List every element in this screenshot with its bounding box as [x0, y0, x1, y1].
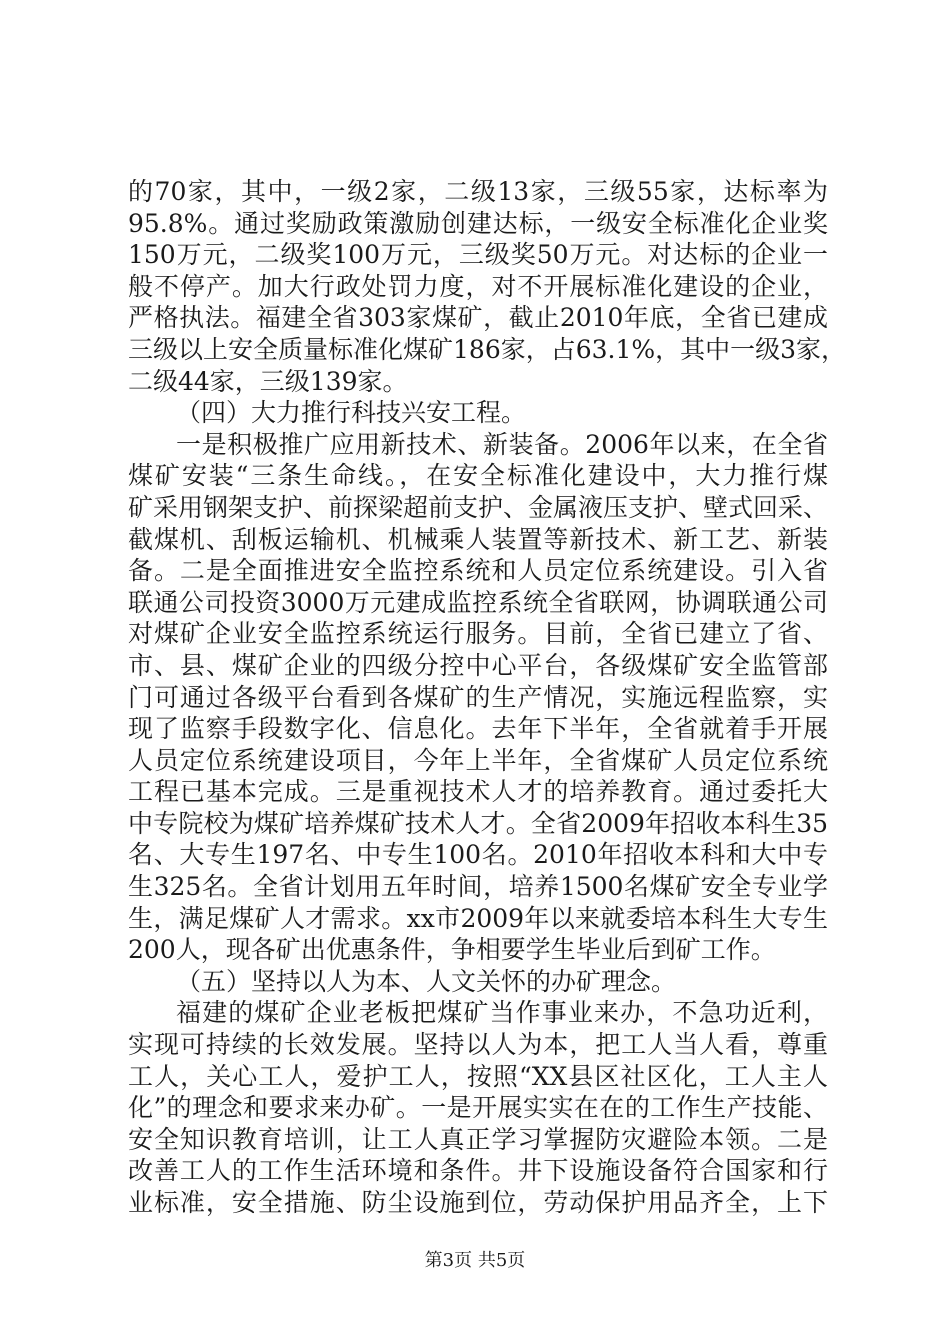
text-line: 150万元，二级奖100万元，三级奖50万元。对达标的企业一	[128, 240, 828, 270]
text-line: 市、县、煤矿企业的四级分控中心平台，各级煤矿安全监管部	[128, 650, 828, 680]
text-line: 现了监察手段数字化、信息化。去年下半年，全省就着手开展	[128, 714, 828, 744]
text-line: 一是积极推广应用新技术、新装备。2006年以来，在全省	[176, 429, 828, 459]
text-line: （五）坚持以人为本、人文关怀的办矿理念。	[176, 966, 677, 996]
text-line: 安全知识教育培训，让工人真正学习掌握防灾避险本领。二是	[128, 1124, 828, 1154]
page-footer	[0, 1246, 950, 1272]
text-line: 的70家，其中，一级2家，二级13家，三级55家，达标率为	[128, 177, 828, 206]
page-number-label: 第3页 共5页	[424, 1250, 526, 1271]
text-line: 业标准，安全措施、防尘设施到位，劳动保护用品齐全，上下	[128, 1188, 828, 1217]
text-line: 中专院校为煤矿培养煤矿技术人才。全省2009年招收本科生35	[128, 808, 828, 838]
text-line: 矿采用钢架支护、前探梁超前支护、金属液压支护、壁式回采、	[128, 492, 829, 522]
text-line: （四）大力推行科技兴安工程。	[176, 398, 527, 428]
text-line: 联通公司投资3000万元建成监控系统全省联网，协调联通公司	[128, 587, 828, 617]
text-line: 化”的理念和要求来办矿。一是开展实实在在的工作生产技能、	[128, 1093, 828, 1123]
text-line: 工程已基本完成。三是重视技术人才的培养教育。通过委托大	[128, 777, 828, 807]
text-line: 备。二是全面推进安全监控系统和人员定位系统建设。引入省	[128, 556, 828, 586]
text-line: 人员定位系统建设项目，今年上半年，全省煤矿人员定位系统	[128, 745, 828, 775]
text-line: 福建的煤矿企业老板把煤矿当作事业来办，不急功近利，	[176, 998, 828, 1028]
text-line: 截煤机、刮板运输机、机械乘人装置等新技术、新工艺、新装	[128, 524, 828, 554]
document-body	[128, 176, 847, 1219]
text-line: 改善工人的工作生活环境和条件。井下设施设备符合国家和行	[128, 1156, 828, 1186]
text-line: 煤矿安装“三条生命线。，在安全标准化建设中，大力推行煤	[128, 461, 828, 491]
text-line: 生325名。全省计划用五年时间，培养1500名煤矿安全专业学	[128, 872, 828, 902]
text-line: 三级以上安全质量标准化煤矿186家，占63.1%，其中一级3家，	[128, 334, 847, 364]
text-line: 95.8%。通过奖励政策激励创建达标，一级安全标准化企业奖	[128, 208, 828, 238]
text-line: 严格执法。福建全省303家煤矿，截止2010年底，全省已建成	[128, 303, 828, 333]
text-line: 般不停产。加大行政处罚力度，对不开展标准化建设的企业，	[128, 271, 828, 301]
text-line: 生，满足煤矿人才需求。xx市2009年以来就委培本科生大专生	[128, 903, 828, 933]
text-line: 工人，关心工人，爱护工人，按照“XX县区社区化，工人主人	[128, 1061, 828, 1091]
text-line: 对煤矿企业安全监控系统运行服务。目前，全省已建立了省、	[128, 619, 828, 649]
text-line: 实现可持续的长效发展。坚持以人为本，把工人当人看，尊重	[128, 1030, 828, 1060]
text-line: 二级44家，三级139家。	[128, 366, 408, 396]
text-line: 200人，现各矿出优惠条件，争相要学生毕业后到矿工作。	[128, 935, 776, 965]
text-line: 门可通过各级平台看到各煤矿的生产情况，实施远程监察，实	[128, 682, 828, 712]
text-line: 名、大专生197名、中专生100名。2010年招收本科和大中专	[128, 840, 828, 870]
